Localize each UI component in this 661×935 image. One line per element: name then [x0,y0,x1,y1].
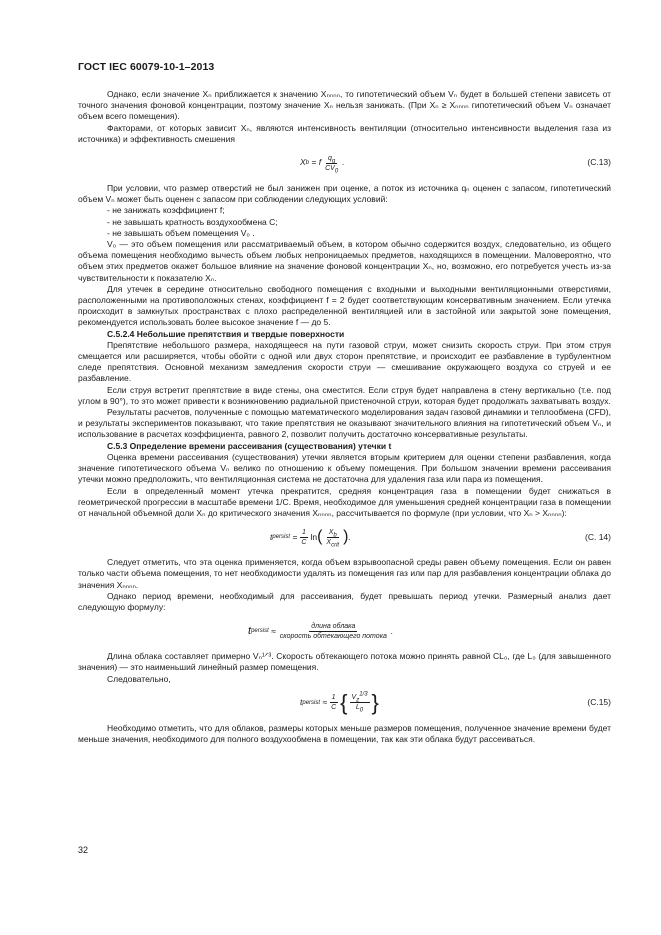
formula-c15-num-sub: z [356,697,360,704]
paragraph-13: Длина облака составляет примерно Vₙ¹ᐟ³. Скорость обтекающего потока можно принять равной CL₀, где L₀ (для завышенного значения) — это наименьший линейный размер помещения. [78,651,611,673]
formula-c15-lhs: t [300,697,303,708]
formula-c13-num-sub: g [331,157,336,164]
paragraph-10: Если в определенный момент утечка прекратится, средняя концентрация газа в помещении будет снижаться в геометрической прогрессии в масштабе времени 1/С. Время, необходимое для уменьшения средней концентрации газа в помещении от начальной объемной доли Xₙ до критического значения Xₙₙₙₙ, рассчитывается по формуле (при условии, что Xₙ > Xₙₙₙₙ): [78,485,611,518]
formula-c15-expression: t persist ≈ $\frac{1}{C}$ { $\frac{V_z^{1/3}}{L_0}$ } [300,689,379,715]
paragraph-6: Препятствие небольшого размера, находящееся на пути газовой струи, может снизить скорость струи. При этом струя смещается или расширяется, чтобы обойти с одной или двух сторон препятствие, и происходит ее разбавление в турбулентном следе препятствия. Основной механизм замедления скорости струи — смешивание окружающего воздуха со струей и ее разбавление. [78,339,611,384]
formula-c14 [78,521,611,553]
formula-c13-coef: f [318,157,322,168]
formula-c13-rel: = [311,157,317,168]
formula-c15-pre-num: 1 [331,694,336,702]
paragraph-14: Следовательно, [107,673,171,684]
formula-c14-num-sub: b [333,532,337,538]
formula-c13-expression: X b = f $\frac{q_g}{CV_0}$ . [300,154,345,174]
formula-c15-den: L [355,704,360,712]
formula-c13-den-sub: 0 [334,167,339,174]
list-item-2: - не завышать кратность воздухообмена С; [107,216,278,227]
formula-c15 [78,687,611,719]
list-item-1: - не занижать коэффициент f; [107,205,225,216]
paragraph-12: Однако период времени, необходимый для рассеивания, будет превышать период утечки. Размерный анализ дает следующую формулу: [78,590,611,612]
formula-c14-fn: ln [310,531,318,542]
formula-c14-den-sub: crit [331,542,340,548]
formula-c15-fraction [350,693,370,712]
paragraph-11: Следует отметить, что эта оценка применяется, когда объем взрывоопасной среды равен объему помещения. Если он равен только части объема помещения, то нет необходимости удалять из помещения газ или пар для разбавления концентрации облака до значения Xₙₙₙₙ. [78,557,611,590]
paragraph-5: Для утечек в середине относительно свободного помещения с входными и выходными вентиляционными отверстиями, расположенными на противоположных стенах, коэффициент f = 2 будет соответствующим консервативным значением. Если утечка происходит в замкнутых пространствах с плохо распределенной вентиляцией или в застойной или закрытой зоне помещения, рекомендуется использовать более высокое значение f — до 5. [78,283,611,328]
document-header: ГОСТ IEC 60079-10-1–2013 [78,61,215,73]
paragraph-7: Если струя встретит препятствие в виде стены, она сместится. Если струя будет направлена в стену вертикально (т.е. под углом в 90°), то это может привести к возникновению радиальной пристеночной струи, которая будет продолжать захватывать воздух. [78,384,611,406]
formula-c13-den: CV [325,164,335,172]
formula-c14-rel: = [292,531,298,542]
formula-c14-number: (С. 14) [585,531,611,542]
formula-c15-den-sub: 0 [359,707,364,714]
formula-c15-rel: ≈ [322,697,328,708]
paragraph-1: Однако, если значение Xₙ приближается к значению Xₙₙₙₙ, то гипотетический объем Vₙ будет в большей степени зависеть от точного значения фоновой концентрации, поэтому значение Xₙ нельзя занижать. (При Xₙ ≥ Xₙₙₙₙ гипотетический объем Vₙ означает объем всего помещения). [78,89,611,122]
formula-c15-prefactor [329,693,338,712]
formula-c14-prefactor [299,528,308,547]
formula-c15-num: V [351,694,357,702]
formula-c14-expression: t persist = $\frac{1}{C}$ ln ( $\frac{X_b}{X_{crit}}$ ) . [270,528,351,548]
formula-c13-lhs: X [300,157,306,168]
formula-dimensional-fraction [278,622,389,641]
formula-c15-num-sup: 1/3 [359,691,368,698]
formula-c14-pre-den: C [301,538,307,546]
list-item-3: - не завышать объем помещения V₀ . [107,227,255,238]
formula-c15-number: (С.15) [587,697,611,708]
paragraph-4: V₀ — это объем помещения или рассматриваемый объем, в котором обычно содержится воздух, следовательно, из общего объема помещения необходимо вычесть объем любых непроницаемых предметов, находящихся в помещении. Маловероятно, что объем этих предметов окажет большое влияние на значение фоновой концентрации Xₙ, но, возможно, его потребуется учесть из-за чувствительности к показателю Xₙ. [78,239,611,283]
paragraph-9: Оценка времени рассеивания (существования) утечки является вторым критерием для оценки степени разбавления, когда значение гипотетического объема Vₙ велико по отношению к объему помещения. При большом значении времени рассеивания утечки можно предположить, что вентиляционная система не достаточна для удаления газа или пара из помещения. [78,451,611,485]
formula-dimensional-den: скорость обтекающего потока [279,632,387,640]
paragraph-3: При условии, что размер отверстий не был занижен при оценке, а поток из источника qₙ оценен с запасом, гипотетический объем Vₙ может быть оценен с запасом при соблюдении следующих условий: [78,183,611,205]
formula-dimensional-expression: t persist ≈ $\frac{\text{длина облака}}{\text{скорость обтекающего потока}}$ . [248,622,394,640]
formula-dimensional-lhs: t [248,624,252,637]
formula-c13-num: q [328,154,332,162]
paragraph-8: Результаты расчетов, полученные с помощью математического моделирования задач газовой динамики и теплообмена (CFD), и результаты экспериментов показывают, что такие препятствия не оказывают значительного влияния на гипотетический объем Vₙ, и использование в расчетах коэффициента, равного 2, позволит получить достаточно консервативные результаты. [78,407,611,440]
document-body [78,89,611,745]
paragraph-2: Факторами, от которых зависит Xₙ, являются интенсивность вентиляции (относительно интенсивности выделения газа из источника) и эффективность смешения [78,122,611,144]
formula-c14-num: X [328,528,334,536]
section-heading-c53: С.5.3 Определение времени рассеивания (существования) утечки t [107,440,392,451]
formula-c15-pre-den: C [331,704,337,712]
formula-dimensional-rel: ≈ [271,625,276,636]
page-number: 32 [78,845,89,855]
formula-c13-fraction [323,154,340,173]
formula-c14-fraction [324,528,341,547]
section-heading-c524: С.5.2.4 Небольшие препятствия и твердые поверхности [107,328,345,339]
formula-dimensional [78,615,611,647]
formula-c14-lhs: t [270,531,273,542]
paragraph-15: Необходимо отметить, что для облаков, размеры которых меньше размеров помещения, полученное значение времени будет меньше значения, необходимого для полного воздухообмена в помещении, так как эти облака будут рассеиваться. [78,722,611,744]
formula-c13-number: (С.13) [587,157,611,168]
formula-dimensional-num: длина облака [311,622,356,630]
formula-c14-pre-num: 1 [301,528,306,536]
formula-c13 [78,147,611,179]
formula-c14-den: X [326,538,332,546]
